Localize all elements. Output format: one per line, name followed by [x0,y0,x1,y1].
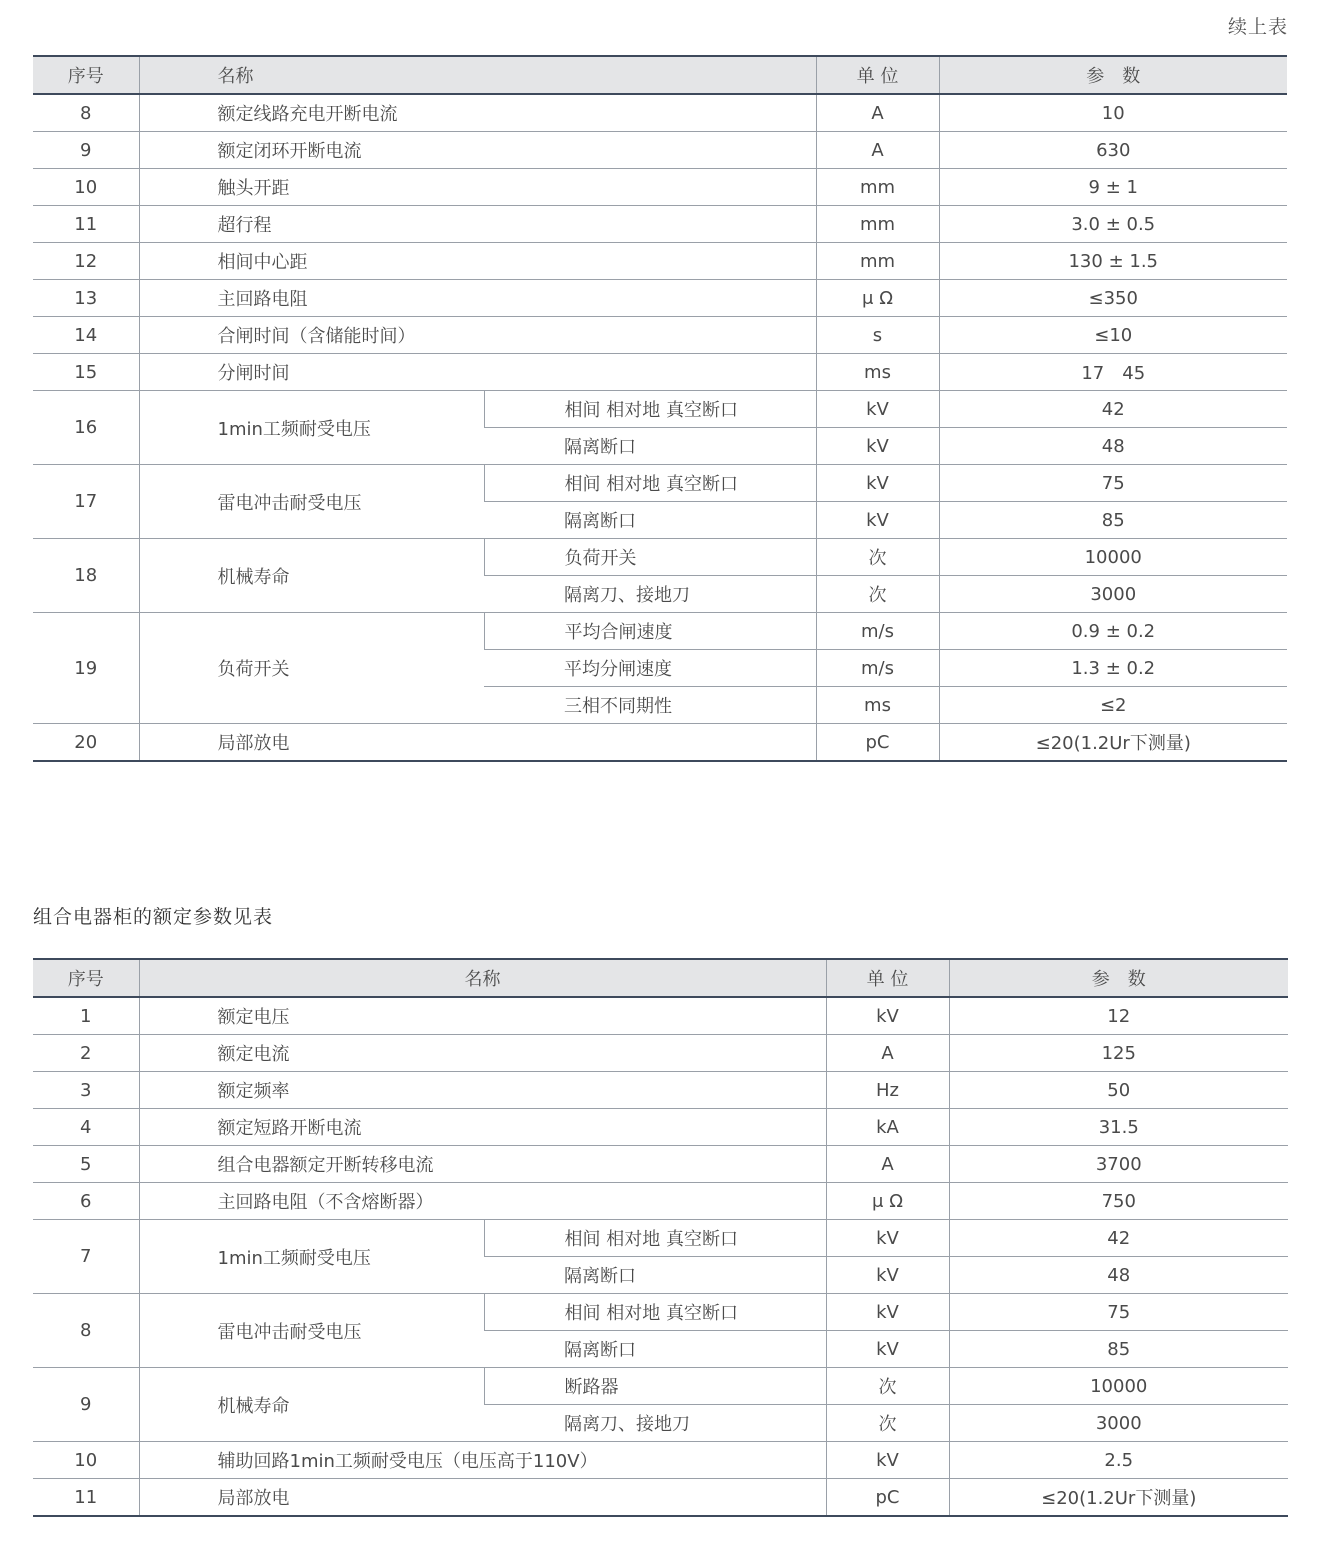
row-unit: kV [826,1331,949,1368]
row-value: 125 [949,1035,1288,1072]
header-name: 名称 [139,959,826,997]
row-sub-label: 隔离刀、接地刀 [484,576,816,613]
row-number: 16 [33,391,139,465]
row-value: 3.0 ± 0.5 [939,206,1287,243]
row-value: ≤20(1.2Ur下测量) [949,1479,1288,1517]
row-unit: A [826,1146,949,1183]
header-unit: 单 位 [826,959,949,997]
table-row [33,280,1287,317]
row-name: 合闸时间（含储能时间） [139,317,816,354]
table-row [33,1220,1288,1257]
table-row [33,1294,1288,1331]
row-unit: Hz [826,1072,949,1109]
row-number: 8 [33,1294,139,1368]
row-sub-label: 平均分闸速度 [484,650,816,687]
row-value: 10000 [949,1368,1288,1405]
row-unit: ms [816,687,939,724]
row-number: 12 [33,243,139,280]
row-unit: m/s [816,613,939,650]
row-unit: kV [826,997,949,1035]
row-name: 辅助回路1min工频耐受电压（电压高于110V） [139,1442,826,1479]
row-unit: A [826,1035,949,1072]
row-unit: m/s [816,650,939,687]
row-number: 8 [33,94,139,132]
row-unit: s [816,317,939,354]
row-unit: kV [826,1294,949,1331]
row-number: 14 [33,317,139,354]
combined-cabinet-ratings-table [33,958,1288,1517]
table-row [33,317,1287,354]
row-value: 31.5 [949,1109,1288,1146]
row-number: 2 [33,1035,139,1072]
row-unit: kV [826,1220,949,1257]
row-name: 局部放电 [139,1479,826,1517]
row-value: 12 [949,997,1288,1035]
row-name: 机械寿命 [139,1368,484,1442]
ratings-table-continued [33,55,1287,762]
row-unit: kV [826,1257,949,1294]
row-number: 13 [33,280,139,317]
row-name: 1min工频耐受电压 [139,1220,484,1294]
row-unit: pC [816,724,939,762]
row-sub-label: 隔离断口 [484,428,816,465]
row-name: 主回路电阻 [139,280,816,317]
row-name: 局部放电 [139,724,816,762]
row-name: 机械寿命 [139,539,484,613]
row-number: 1 [33,997,139,1035]
row-name: 1min工频耐受电压 [139,391,484,465]
table-row [33,391,1287,428]
table-row [33,613,1287,650]
row-name: 雷电冲击耐受电压 [139,1294,484,1368]
row-unit: pC [826,1479,949,1517]
table-row [33,354,1287,391]
row-number: 11 [33,1479,139,1517]
row-unit: 次 [816,539,939,576]
row-number: 7 [33,1220,139,1294]
row-value: 10 [939,94,1287,132]
row-unit: kV [816,502,939,539]
row-unit: 次 [826,1368,949,1405]
header-value: 参 数 [949,959,1288,997]
row-unit: kV [816,391,939,428]
table-row [33,1442,1288,1479]
row-value: ≤20(1.2Ur下测量) [939,724,1287,762]
section-title: 组合电器柜的额定参数见表 [33,906,274,928]
row-sub-label: 平均合闸速度 [484,613,816,650]
header-unit: 单 位 [816,56,939,94]
row-value: 75 [949,1294,1288,1331]
row-sub-label: 隔离断口 [484,502,816,539]
row-number: 20 [33,724,139,762]
row-unit: kV [816,428,939,465]
row-number: 10 [33,169,139,206]
row-value: 130 ± 1.5 [939,243,1287,280]
table-row [33,724,1287,762]
row-name: 超行程 [139,206,816,243]
row-value: ≤2 [939,687,1287,724]
header-no: 序号 [33,959,139,997]
row-name: 额定频率 [139,1072,826,1109]
table-row [33,206,1287,243]
row-name: 主回路电阻（不含熔断器） [139,1183,826,1220]
table-row [33,1035,1288,1072]
row-value: ≤350 [939,280,1287,317]
row-unit: ms [816,354,939,391]
row-name: 额定电压 [139,997,826,1035]
header-name: 名称 [139,56,816,94]
table-row [33,465,1287,502]
table-row [33,1109,1288,1146]
row-name: 额定电流 [139,1035,826,1072]
row-sub-label: 相间 相对地 真空断口 [484,1294,826,1331]
row-value: 750 [949,1183,1288,1220]
row-name: 雷电冲击耐受电压 [139,465,484,539]
row-number: 3 [33,1072,139,1109]
table-row [33,243,1287,280]
table-row [33,997,1288,1035]
row-unit: kV [826,1442,949,1479]
row-name: 分闸时间 [139,354,816,391]
row-value: 85 [949,1331,1288,1368]
table-row [33,169,1287,206]
row-unit: A [816,132,939,169]
row-sub-label: 相间 相对地 真空断口 [484,391,816,428]
row-number: 19 [33,613,139,724]
row-number: 6 [33,1183,139,1220]
table-row [33,539,1287,576]
row-sub-label: 隔离断口 [484,1331,826,1368]
row-value: ≤10 [939,317,1287,354]
row-name: 组合电器额定开断转移电流 [139,1146,826,1183]
row-value: 3000 [949,1405,1288,1442]
row-value: 1.3 ± 0.2 [939,650,1287,687]
row-number: 17 [33,465,139,539]
continued-label: 续上表 [1227,16,1288,38]
row-sub-label: 断路器 [484,1368,826,1405]
header-value: 参 数 [939,56,1287,94]
row-value: 42 [949,1220,1288,1257]
row-value: 17 45 [939,354,1287,391]
row-unit: μ Ω [826,1183,949,1220]
row-unit: kV [816,465,939,502]
table-row [33,132,1287,169]
row-unit: kA [826,1109,949,1146]
table-row [33,1479,1288,1517]
row-number: 11 [33,206,139,243]
row-number: 4 [33,1109,139,1146]
row-value: 0.9 ± 0.2 [939,613,1287,650]
row-sub-label: 相间 相对地 真空断口 [484,1220,826,1257]
row-value: 75 [939,465,1287,502]
header-no: 序号 [33,56,139,94]
row-number: 10 [33,1442,139,1479]
row-unit: μ Ω [816,280,939,317]
row-number: 18 [33,539,139,613]
row-number: 9 [33,132,139,169]
table-header-row [33,56,1287,94]
row-number: 15 [33,354,139,391]
table-row [33,1072,1288,1109]
row-value: 10000 [939,539,1287,576]
row-value: 85 [939,502,1287,539]
row-value: 3000 [939,576,1287,613]
row-name: 额定闭环开断电流 [139,132,816,169]
row-value: 2.5 [949,1442,1288,1479]
row-unit: mm [816,169,939,206]
table-row [33,1183,1288,1220]
table-row [33,1368,1288,1405]
row-value: 3700 [949,1146,1288,1183]
row-name: 额定短路开断电流 [139,1109,826,1146]
row-unit: mm [816,206,939,243]
row-sub-label: 隔离断口 [484,1257,826,1294]
row-value: 630 [939,132,1287,169]
row-sub-label: 相间 相对地 真空断口 [484,465,816,502]
row-unit: A [816,94,939,132]
row-unit: mm [816,243,939,280]
table-row [33,94,1287,132]
table-header-row [33,959,1288,997]
row-number: 9 [33,1368,139,1442]
row-name: 额定线路充电开断电流 [139,94,816,132]
row-name: 相间中心距 [139,243,816,280]
row-number: 5 [33,1146,139,1183]
row-sub-label: 隔离刀、接地刀 [484,1405,826,1442]
row-unit: 次 [826,1405,949,1442]
row-name: 触头开距 [139,169,816,206]
row-sub-label: 三相不同期性 [484,687,816,724]
row-value: 42 [939,391,1287,428]
row-value: 48 [949,1257,1288,1294]
row-value: 48 [939,428,1287,465]
row-value: 50 [949,1072,1288,1109]
row-name: 负荷开关 [139,613,484,724]
row-value: 9 ± 1 [939,169,1287,206]
row-sub-label: 负荷开关 [484,539,816,576]
row-unit: 次 [816,576,939,613]
table-row [33,1146,1288,1183]
